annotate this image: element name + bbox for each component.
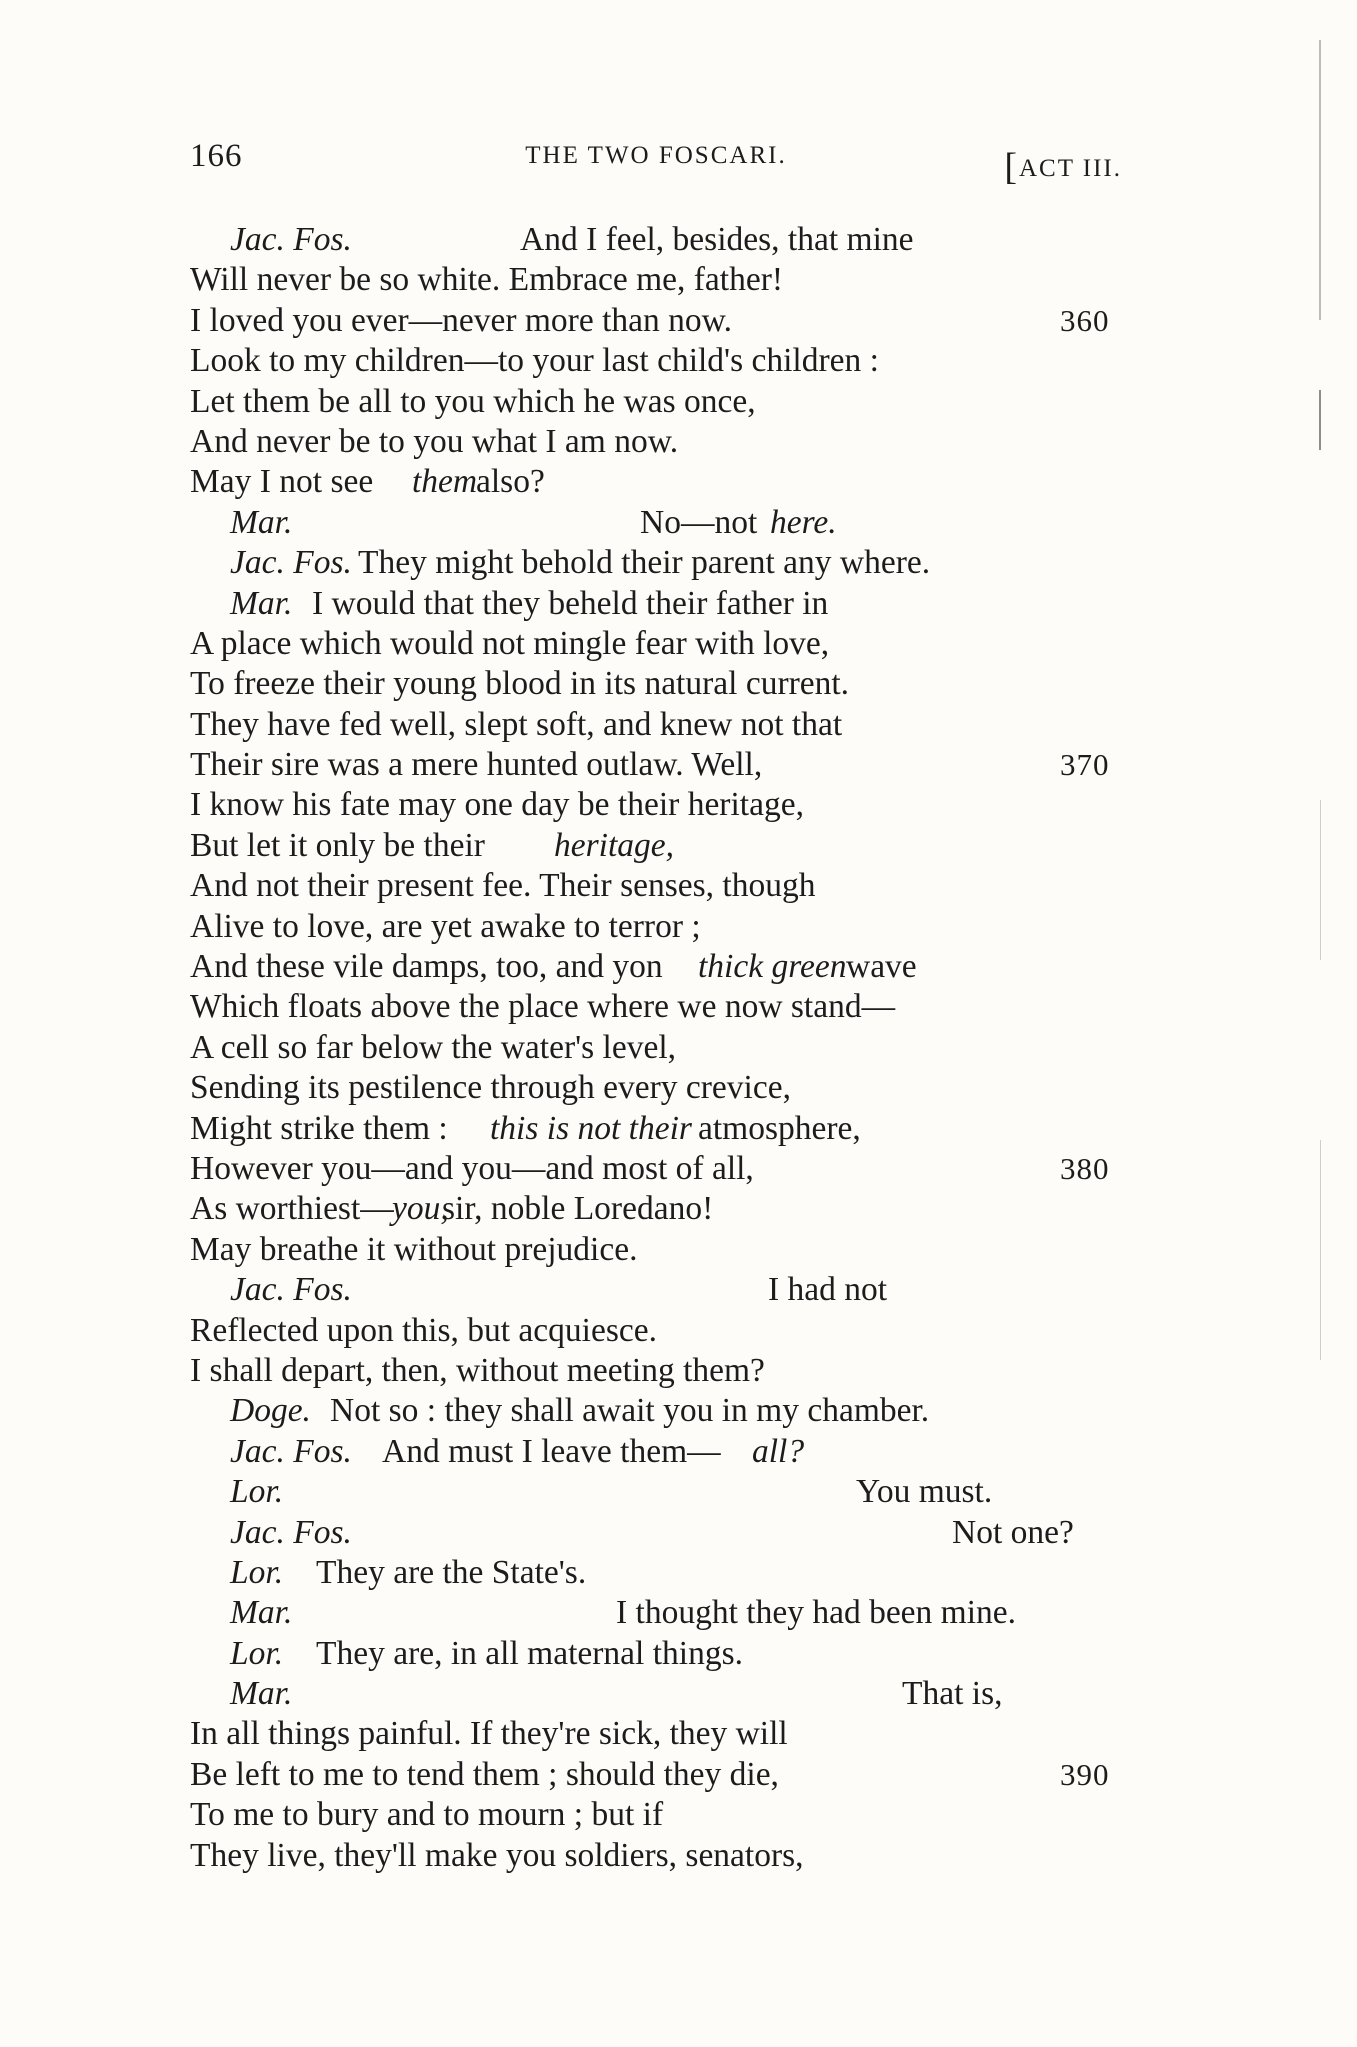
speaker-or-emphasis-text: here. <box>770 503 837 541</box>
verse-line <box>190 826 1130 866</box>
verse-line <box>190 1674 1130 1714</box>
verse-text-segment: Be left to me to tend them ; should they die, <box>190 1755 779 1793</box>
speaker-or-emphasis-text: Lor. <box>230 1553 284 1591</box>
verse-text-segment: They are the State's. <box>316 1553 587 1591</box>
speaker-or-emphasis-text: Lor. <box>230 1634 284 1672</box>
verse-line <box>190 1230 1130 1270</box>
verse-line <box>190 462 1130 502</box>
verse-text-segment: Might strike them : <box>190 1109 448 1147</box>
speaker-or-emphasis-text: Jac. Fos. <box>230 221 352 258</box>
verse-line <box>190 1109 1130 1149</box>
speaker-or-emphasis-text: thick green <box>698 948 847 986</box>
verse-line <box>190 1553 1130 1593</box>
page-edge-mark <box>1320 800 1321 960</box>
verse-text-segment: And these vile damps, too, and yon <box>190 948 663 986</box>
verse-text-segment: Their sire was a mere hunted outlaw. Well, <box>190 746 763 784</box>
verse-text-segment: I had not <box>768 1271 888 1309</box>
running-header <box>190 138 1122 188</box>
verse-text-segment: But let it only be their <box>190 826 485 864</box>
verse-text-segment: atmosphere, <box>698 1109 861 1147</box>
verse-text-segment: I shall depart, then, without meeting them? <box>190 1351 765 1389</box>
verse-text-segment: Let them be all to you which he was once, <box>190 382 756 420</box>
verse-text-segment: To freeze their young blood in its natural current. <box>190 665 850 703</box>
verse-text-segment: sir, noble Loredano! <box>442 1190 714 1228</box>
verse-text-segment: A cell so far below the water's level, <box>190 1028 677 1066</box>
verse-text-segment: They might behold their parent any where. <box>358 544 931 582</box>
speaker-or-emphasis-text: Jac. Fos. <box>230 544 352 582</box>
speaker-or-emphasis-text: Jac. Fos. <box>230 1432 352 1470</box>
verse-text-segment: You must. <box>856 1473 993 1511</box>
verse-text-segment: However you—and you—and most of all, <box>190 1149 754 1187</box>
verse-text-segment: And not their present fee. Their senses, though <box>190 867 816 905</box>
verse-line <box>190 260 1130 300</box>
verse-text-segment: Alive to love, are yet awake to terror ; <box>190 907 701 945</box>
verse-text-segment: May breathe it without prejudice. <box>190 1230 638 1268</box>
verse-text-segment: Look to my children—to your last child's children : <box>190 342 879 380</box>
page-edge-mark <box>1319 390 1321 450</box>
speaker-or-emphasis-text: Jac. Fos. <box>230 1513 352 1551</box>
speaker-or-emphasis-text: Mar. <box>230 503 293 541</box>
speaker-or-emphasis-text: you, <box>392 1190 449 1228</box>
verse-text-segment: And must I leave them— <box>382 1432 721 1470</box>
verse-line <box>190 1149 1130 1189</box>
line-number: 360 <box>1060 302 1110 338</box>
verse-text-segment: A place which would not mingle fear with love, <box>190 624 830 662</box>
verse-line <box>190 664 1130 704</box>
verse-line <box>190 987 1130 1027</box>
verse-text-segment: Sending its pestilence through every crevice, <box>190 1069 791 1107</box>
speaker-or-emphasis-text: Mar. <box>230 1594 293 1632</box>
act-text: ACT III. <box>1018 155 1122 182</box>
verse-text-segment: No—not <box>640 503 758 541</box>
verse-line <box>190 947 1130 987</box>
line-number: 380 <box>1060 1150 1110 1186</box>
verse-text-segment: Will never be so white. Embrace me, father! <box>190 261 784 299</box>
verse-line <box>190 1714 1130 1754</box>
verse-line <box>190 584 1130 624</box>
verse-text-segment: Not so : they shall await you in my chamber. <box>330 1392 930 1430</box>
verse-line <box>190 1795 1130 1835</box>
verse-line <box>190 301 1130 341</box>
verse-line <box>190 220 1130 260</box>
verse-line <box>190 422 1130 462</box>
verse-text-segment: They have fed well, slept soft, and knew not that <box>190 705 843 743</box>
verse-line <box>190 1028 1130 1068</box>
verse-text-segment: They live, they'll make you soldiers, senators, <box>190 1836 804 1874</box>
verse-line <box>190 382 1130 422</box>
running-title: THE TWO FOSCARI. <box>525 142 787 169</box>
verse-line <box>190 1189 1130 1229</box>
speaker-or-emphasis-text: Mar. <box>230 584 293 622</box>
verse-line <box>190 1311 1130 1351</box>
verse-text-segment: They are, in all maternal things. <box>316 1634 743 1672</box>
verse-line <box>190 1836 1130 1876</box>
verse-text-segment: I know his fate may one day be their heritage, <box>190 786 804 824</box>
page-edge-mark <box>1320 1140 1321 1360</box>
verse-line <box>190 624 1130 664</box>
verse-line <box>190 1270 1130 1310</box>
verse-line <box>190 1755 1130 1795</box>
verse-line <box>190 341 1130 381</box>
speaker-or-emphasis-text: Lor. <box>230 1473 284 1511</box>
line-number: 390 <box>1060 1756 1110 1792</box>
act-bracket: [ <box>1004 146 1019 188</box>
verse-text-segment: I loved you ever—never more than now. <box>190 301 733 339</box>
verse-text-segment: Which floats above the place where we now stand— <box>190 988 896 1026</box>
verse-text-segment: As worthiest— <box>190 1190 394 1228</box>
page-edge-mark <box>1319 40 1321 320</box>
speaker-or-emphasis-text: them <box>412 463 478 501</box>
verse-text-segment: And never be to you what I am now. <box>190 422 679 460</box>
verse-line <box>190 1593 1130 1633</box>
speaker-or-emphasis-text: Mar. <box>230 1675 293 1713</box>
verse-text-segment: To me to bury and to mourn ; but if <box>190 1796 664 1834</box>
verse-text-segment: In all things painful. If they're sick, they will <box>190 1715 788 1753</box>
speaker-or-emphasis-text: all? <box>752 1432 805 1470</box>
verse-line <box>190 1391 1130 1431</box>
verse-text <box>190 220 1130 1876</box>
verse-line <box>190 705 1130 745</box>
verse-line <box>190 1351 1130 1391</box>
verse-text-segment: May I not see <box>190 463 374 501</box>
speaker-or-emphasis-text: Doge. <box>230 1392 311 1430</box>
verse-line <box>190 1432 1130 1472</box>
verse-text-segment: also? <box>476 463 545 501</box>
verse-line <box>190 745 1130 785</box>
speaker-or-emphasis-text: this is not their <box>490 1109 692 1147</box>
verse-line <box>190 907 1130 947</box>
speaker-or-emphasis-text: Jac. Fos. <box>230 1271 352 1309</box>
verse-line <box>190 866 1130 906</box>
verse-text-segment: I thought they had been mine. <box>616 1594 1017 1632</box>
verse-text-segment: Reflected upon this, but acquiesce. <box>190 1311 657 1349</box>
verse-text-segment: That is, <box>902 1675 1003 1713</box>
verse-text-segment: wave <box>846 948 917 986</box>
verse-line <box>190 543 1130 583</box>
verse-line <box>190 503 1130 543</box>
verse-text-segment: I would that they beheld their father in <box>312 584 829 622</box>
speaker-or-emphasis-text: heritage, <box>554 826 675 864</box>
verse-line <box>190 1513 1130 1553</box>
verse-line <box>190 1068 1130 1108</box>
verse-line <box>190 1472 1130 1512</box>
verse-line <box>190 1634 1130 1674</box>
act-label <box>1004 142 1122 186</box>
verse-text-segment: Not one? <box>952 1513 1074 1551</box>
page-number: 166 <box>190 138 243 174</box>
verse-line <box>190 785 1130 825</box>
line-number: 370 <box>1060 747 1110 783</box>
verse-text-segment: And I feel, besides, that mine <box>520 221 914 258</box>
